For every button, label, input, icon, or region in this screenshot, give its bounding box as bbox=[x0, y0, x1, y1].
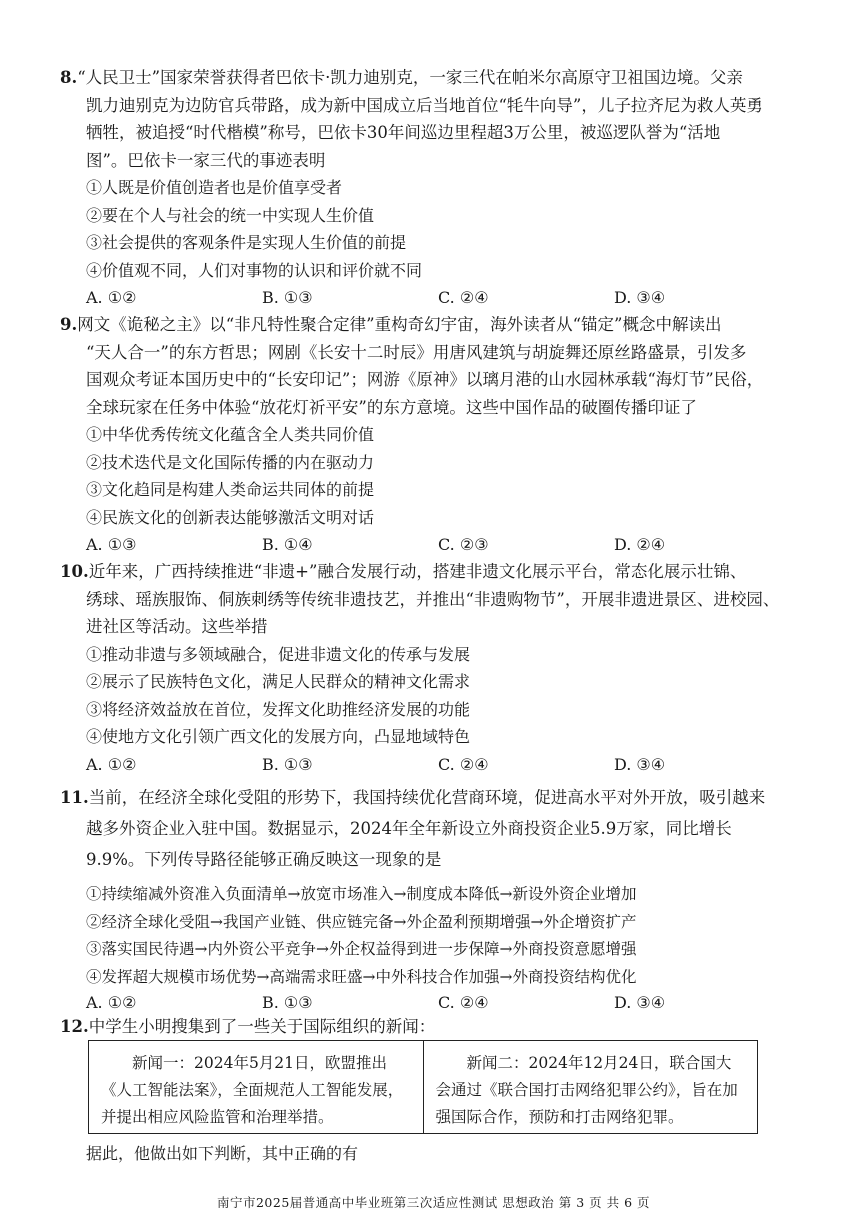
stem-line: “人民卫士”国家荣誉获得者巴依卡·凯力迪别克，一家三代在帕米尔高原守卫祖国边境。父亲 bbox=[77, 68, 743, 87]
choice-c: C. ②④ bbox=[438, 754, 489, 774]
stem-line: 全球玩家在任务中体验“放花灯祈平安”的东方意境。这些中国作品的破圈传播印证了 bbox=[86, 397, 697, 417]
question-stem bbox=[60, 311, 820, 421]
statement-option: ③将经济效益放在首位，发挥文化助推经济发展的功能 bbox=[86, 699, 471, 719]
stem-line: 近年来，广西持续推进“非遗+”融合发展行动，搭建非遗文化展示平台，常态化展示壮锦、 bbox=[88, 562, 747, 581]
answer-choices bbox=[60, 751, 820, 779]
question-number: 12. bbox=[60, 1017, 89, 1036]
answer-choices bbox=[60, 991, 820, 1015]
choice-a: A. ①② bbox=[86, 288, 137, 307]
statement-option: ②要在个人与社会的统一中实现人生价值 bbox=[86, 205, 375, 225]
statement-option: ②经济全球化受阻→我国产业链、供应链完备→外企盈利预期增强→外企增资扩产 bbox=[86, 912, 637, 931]
choice-d: D. ③④ bbox=[614, 993, 666, 1012]
statement-option: ②技术迭代是文化国际传播的内在驱动力 bbox=[86, 452, 375, 472]
statement-option: ①中华优秀传统文化蕴含全人类共同价值 bbox=[86, 425, 375, 444]
choice-d: D. ③④ bbox=[614, 288, 666, 307]
statement-option: ④发挥超大规模市场优势→高端需求旺盛→中外科技合作加强→外商投资结构优化 bbox=[86, 967, 637, 986]
stem-line: 凯力迪别克为边防官兵带路，成为新中国成立后当地首位“牦牛向导”，儿子拉齐尼为救人英勇 bbox=[86, 95, 763, 115]
statement-option: ①持续缩减外资准入负面清单→放宽市场准入→制度成本降低→新设外资企业增加 bbox=[86, 885, 637, 903]
statement-option: ④使地方文化引领广西文化的发展方向，凸显地域特色 bbox=[86, 727, 471, 746]
stem-line: 图”。巴依卡一家三代的事迹表明 bbox=[86, 150, 326, 170]
stem-line: 绣球、瑶族服饰、侗族刺绣等传统非遗技艺，并推出“非遗购物节”，开展非遗进景区、进校园、 bbox=[86, 589, 780, 609]
question-11 bbox=[60, 782, 820, 1015]
choice-d: D. ②④ bbox=[614, 535, 666, 554]
choice-c: C. ②④ bbox=[438, 993, 489, 1012]
choice-b: B. ①③ bbox=[262, 993, 313, 1012]
question-stem bbox=[60, 1013, 820, 1041]
choice-b: B. ①③ bbox=[262, 288, 313, 307]
choice-c: C. ②③ bbox=[438, 535, 489, 554]
question-8 bbox=[60, 64, 820, 312]
question-stem bbox=[60, 782, 820, 875]
stem-line: 中学生小明搜集到了一些关于国际组织的新闻： bbox=[88, 1017, 436, 1036]
answer-choices bbox=[60, 531, 820, 559]
statement-option: ②展示了民族特色文化，满足人民群众的精神文化需求 bbox=[86, 672, 471, 691]
news-text: 新闻二：2024年12月24日，联合国大会通过《联合国打击网络犯罪公约》，旨在加强国际合作，预防和打击网络犯罪。 bbox=[435, 1054, 738, 1126]
choice-a: A. ①② bbox=[86, 993, 137, 1012]
stem-line: 当前，在经济全球化受阻的形势下，我国持续优化营商环境，促进高水平对外开放，吸引越来 bbox=[88, 788, 766, 807]
page-footer: 南宁市2025届普通高中毕业班第三次适应性测试 思想政治 第 3 页 共 6 页 bbox=[216, 1195, 651, 1210]
news-table bbox=[88, 1040, 758, 1134]
choice-b: B. ①④ bbox=[262, 535, 313, 554]
stem-line: 网文《诡秘之主》以“非凡特性聚合定律”重构奇幻宇宙，海外读者从“锚定”概念中解读出 bbox=[77, 315, 722, 334]
choice-d: D. ③④ bbox=[614, 754, 666, 774]
news-item-2 bbox=[423, 1041, 758, 1133]
answer-choices bbox=[60, 284, 820, 312]
question-10 bbox=[60, 558, 820, 778]
statement-option: ③落实国民待遇→内外资公平竞争→外企权益得到进一步保障→外商投资意愿增强 bbox=[86, 940, 637, 958]
question-number: 10. bbox=[60, 562, 89, 581]
stem-line: 国观众考证本国历史中的“长安印记”；网游《原神》以璃月港的山水园林承载“海灯节”民俗， bbox=[86, 370, 764, 389]
question-12 bbox=[60, 1013, 820, 1041]
choice-b: B. ①③ bbox=[262, 754, 313, 774]
stem-line: “天人合一”的东方哲思；网剧《长安十二时辰》用唐风建筑与胡旋舞还原丝路盛景，引发多 bbox=[86, 342, 747, 362]
question-9 bbox=[60, 311, 820, 559]
stem-line: 越多外资企业入驻中国。数据显示，2024年全年新设立外商投资企业5.9万家，同比增长 bbox=[86, 819, 732, 838]
statement-option: ④民族文化的创新表达能够激活文明对话 bbox=[86, 507, 375, 527]
statement-option: ①人既是价值创造者也是价值享受者 bbox=[86, 178, 343, 197]
question-number: 11. bbox=[60, 788, 89, 807]
question-number: 8. bbox=[60, 68, 78, 87]
question-prompt: 据此，他做出如下判断，其中正确的有 bbox=[86, 1144, 359, 1163]
statement-option: ③文化趋同是构建人类命运共同体的前提 bbox=[86, 480, 375, 499]
news-item-1 bbox=[89, 1041, 423, 1133]
news-text: 新闻一：2024年5月21日，欧盟推出《人工智能法案》，全面规范人工智能发展，并提出相应风险监管和治理举措。 bbox=[101, 1054, 404, 1126]
question-number: 9. bbox=[60, 315, 78, 334]
statement-option: ①推动非遗与多领域融合，促进非遗文化的传承与发展 bbox=[86, 644, 471, 664]
stem-line: 9.9%。下列传导路径能够正确反映这一现象的是 bbox=[86, 850, 442, 869]
choice-c: C. ②④ bbox=[438, 288, 489, 307]
choice-a: A. ①② bbox=[86, 754, 137, 774]
question-stem bbox=[60, 558, 820, 641]
question-stem bbox=[60, 64, 820, 174]
stem-line: 牺牲，被追授“时代楷模”称号，巴依卡30年间巡边里程超3万公里，被巡逻队誉为“活地 bbox=[86, 123, 721, 142]
choice-a: A. ①③ bbox=[86, 535, 137, 554]
stem-line: 进社区等活动。这些举措 bbox=[86, 617, 268, 636]
statement-option: ③社会提供的客观条件是实现人生价值的前提 bbox=[86, 233, 407, 252]
statement-option: ④价值观不同，人们对事物的认识和评价就不同 bbox=[86, 260, 423, 280]
